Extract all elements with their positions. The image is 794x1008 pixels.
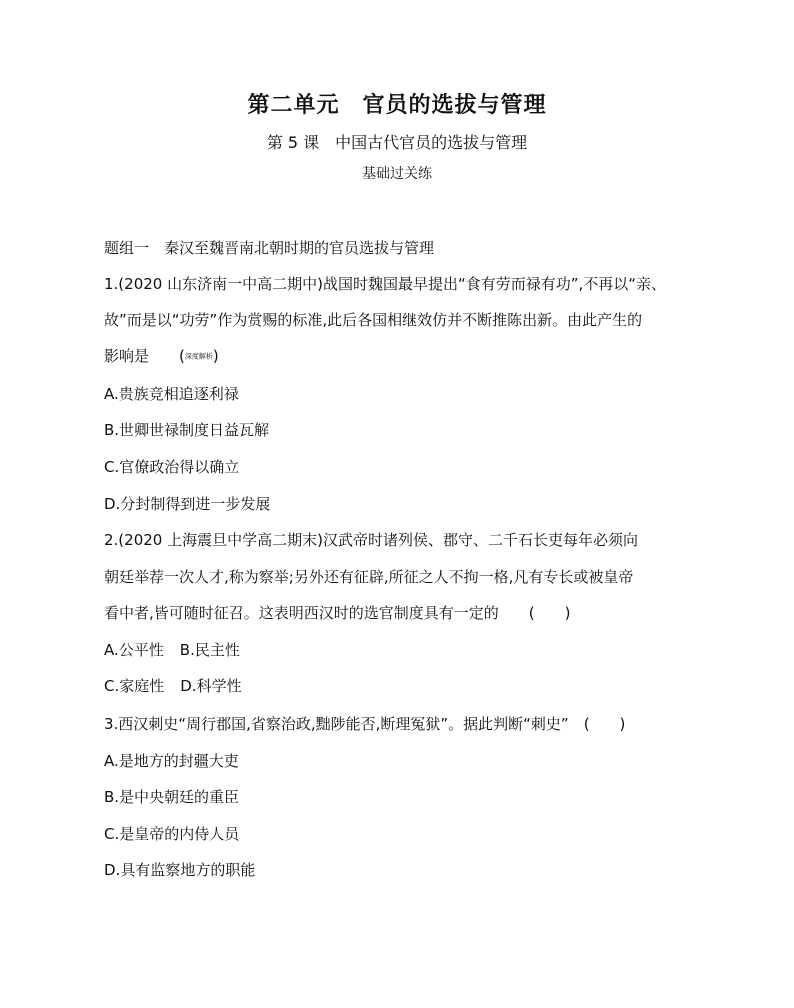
question-1-paren-close: ) xyxy=(212,347,219,365)
option-2d: D.科学性 xyxy=(180,677,242,695)
question-1-stem-end: 影响是 ( xyxy=(104,347,185,365)
option-1a: A.贵族竞相追逐利禄 xyxy=(104,385,239,403)
lesson-title: 第 5 课 中国古代官员的选拔与管理 xyxy=(266,133,528,152)
question-3-line-1: 3.西汉刺史“周行郡国,省察治政,黜陟能否,断理冤狱”。据此判断“刺史” ( ) xyxy=(104,715,626,733)
option-3b: B.是中央朝廷的重臣 xyxy=(104,788,240,806)
question-1-line-1: 1.(2020 山东济南一中高二期中)战国时魏国最早提出“食有劳而禄有功”,不再以“亲、 xyxy=(104,275,667,293)
question-2-options-row-2 xyxy=(104,676,704,696)
option-3c: C.是皇帝的内侍人员 xyxy=(104,825,240,843)
option-1d: D.分封制得到进一步发展 xyxy=(104,495,271,513)
question-1-line-2: 故”而是以“功劳”作为赏赐的标准,此后各国相继效仿并不断推陈出新。由此产生的 xyxy=(104,311,643,329)
unit-title: 第二单元 官员的选拔与管理 xyxy=(247,93,547,118)
option-1c: C.官僚政治得以确立 xyxy=(104,458,240,476)
question-group-label: 题组一 秦汉至魏晋南北朝时期的官员选拔与管理 xyxy=(104,239,435,257)
option-3a: A.是地方的封疆大吏 xyxy=(104,752,239,770)
question-1-line-3 xyxy=(104,346,704,367)
question-2-line-2: 朝廷举荐一次人才,称为察举;另外还有征辟,所征之人不拘一格,凡有专长或被皇帝 xyxy=(104,568,634,586)
option-2b: B.民主性 xyxy=(179,641,240,659)
question-2-line-1: 2.(2020 上海震旦中学高二期末)汉武帝时诸列侯、郡守、二千石长吏每年必须向 xyxy=(104,531,638,549)
question-2-options-row-1 xyxy=(104,640,704,660)
option-2c: C.家庭性 xyxy=(104,677,165,695)
option-2a: A.公平性 xyxy=(104,641,164,659)
option-3d: D.具有监察地方的职能 xyxy=(104,861,256,879)
option-1b: B.世卿世禄制度日益瓦解 xyxy=(104,421,270,439)
analysis-tag: 深度解析 xyxy=(184,352,213,361)
question-2-line-3: 看中者,皆可随时征召。这表明西汉时的选官制度具有一定的 ( ) xyxy=(104,604,571,622)
section-label: 基础过关练 xyxy=(362,166,432,182)
